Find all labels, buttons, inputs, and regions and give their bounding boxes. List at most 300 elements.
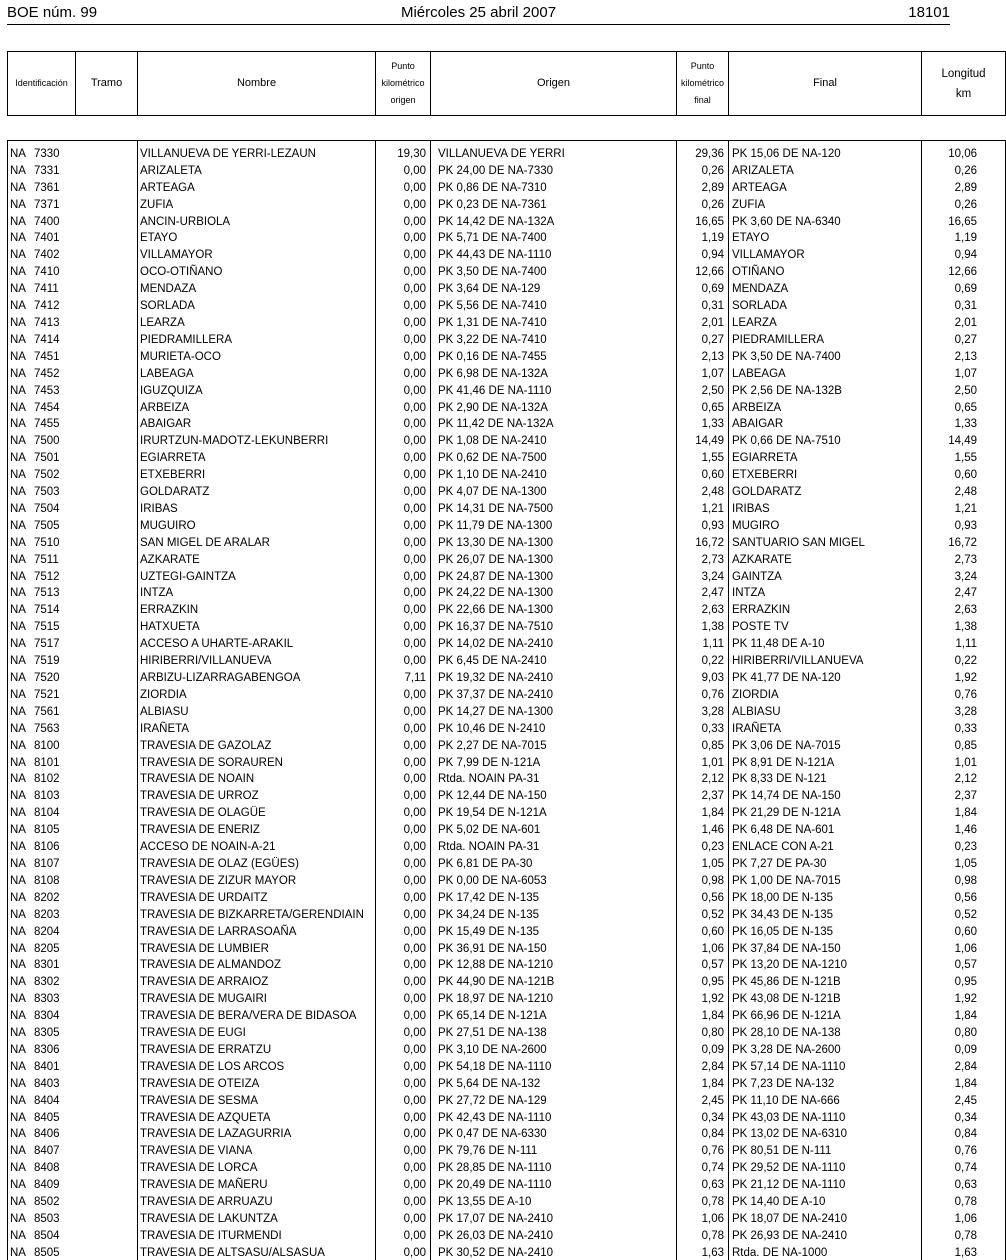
- pk-final-cell: 0,23: [677, 837, 729, 854]
- header-identificacion: Identificación: [8, 52, 76, 116]
- nombre-cell: TRAVESIA DE LAZAGURRIA: [138, 1125, 376, 1142]
- nombre-cell: LABEAGA: [138, 364, 376, 381]
- origen-cell: PK 1,08 DE NA-2410: [431, 431, 677, 448]
- pk-origen-cell: 0,00: [376, 803, 431, 820]
- origen-cell: PK 12,88 DE NA-1210: [431, 956, 677, 973]
- province-code: NA: [10, 198, 26, 211]
- identificacion-cell: [8, 161, 138, 178]
- nombre-cell: ACCESO DE NOAIN-A-21: [138, 837, 376, 854]
- pk-final-cell: 1,84: [677, 1006, 729, 1023]
- final-cell: PK 21,29 DE N-121A: [729, 803, 922, 820]
- table-row: [8, 972, 1006, 989]
- table-row: [8, 770, 1006, 787]
- identificacion-cell: [8, 770, 138, 787]
- pk-origen-cell: 0,00: [376, 1192, 431, 1209]
- origen-cell: PK 24,00 DE NA-7330: [431, 161, 677, 178]
- final-cell: PK 2,56 DE NA-132B: [729, 381, 922, 398]
- origen-cell: PK 37,37 DE NA-2410: [431, 685, 677, 702]
- table-row: [8, 482, 1006, 499]
- origen-cell: PK 5,64 DE NA-132: [431, 1074, 677, 1091]
- pk-final-cell: 0,98: [677, 871, 729, 888]
- table-row: [8, 1057, 1006, 1074]
- identificacion-cell: [8, 1226, 138, 1243]
- origen-cell: PK 12,44 DE NA-150: [431, 786, 677, 803]
- pk-origen-cell: 0,00: [376, 482, 431, 499]
- longitud-cell: 0,09: [954, 1043, 977, 1056]
- pk-origen-cell: 0,00: [376, 702, 431, 719]
- longitud-cell: 0,56: [954, 891, 977, 904]
- longitud-cell: 0,57: [954, 959, 977, 972]
- pk-origen-cell: 0,00: [376, 1074, 431, 1091]
- province-code: NA: [10, 519, 26, 532]
- origen-cell: PK 14,31 DE NA-7500: [431, 499, 677, 516]
- table-row: [8, 364, 1006, 381]
- identificacion-cell: [8, 330, 138, 347]
- province-code: NA: [10, 300, 26, 313]
- pk-origen-cell: 0,00: [376, 837, 431, 854]
- pk-origen-cell: 0,00: [376, 972, 431, 989]
- nombre-cell: TRAVESIA DE ARRAIOZ: [138, 972, 376, 989]
- longitud-cell: 1,84: [954, 1077, 977, 1090]
- longitud-cell: 1,84: [954, 807, 977, 820]
- origen-cell: PK 20,49 DE NA-1110: [431, 1175, 677, 1192]
- header-origen: Origen: [431, 52, 677, 116]
- pk-final-cell: 1,11: [677, 634, 729, 651]
- province-code: NA: [10, 1229, 26, 1242]
- final-cell: PK 29,52 DE NA-1110: [729, 1158, 922, 1175]
- longitud-cell: 0,60: [954, 925, 977, 938]
- road-number: 8108: [34, 874, 60, 887]
- pk-final-cell: 1,38: [677, 617, 729, 634]
- road-number: 7411: [34, 283, 59, 296]
- final-cell: PK 3,06 DE NA-7015: [729, 736, 922, 753]
- origen-cell: PK 6,98 DE NA-132A: [431, 364, 677, 381]
- table-row: [8, 161, 1006, 178]
- identificacion-cell: [8, 1243, 138, 1260]
- nombre-cell: OCO-OTIÑANO: [138, 262, 376, 279]
- table-row: [8, 347, 1006, 364]
- origen-cell: PK 65,14 DE N-121A: [431, 1006, 677, 1023]
- pk-origen-cell: 0,00: [376, 1175, 431, 1192]
- page-number: 18101: [908, 4, 950, 21]
- identificacion-cell: [8, 1023, 138, 1040]
- longitud-cell: 2,50: [954, 384, 977, 397]
- nombre-cell: TRAVESIA DE MAÑERU: [138, 1175, 376, 1192]
- road-number: 7519: [34, 655, 60, 668]
- longitud-cell: 1,38: [954, 621, 977, 634]
- identificacion-cell: [8, 245, 138, 262]
- road-number: 7563: [34, 722, 60, 735]
- pk-origen-cell: 0,00: [376, 161, 431, 178]
- road-number: 7502: [34, 469, 60, 482]
- origen-cell: PK 3,50 DE NA-7400: [431, 262, 677, 279]
- roads-table: [7, 140, 1006, 1260]
- longitud-cell: 1,92: [954, 672, 977, 684]
- province-code: NA: [10, 756, 26, 769]
- pk-origen-cell: 0,00: [376, 1226, 431, 1243]
- pk-origen-cell: 0,00: [376, 212, 431, 229]
- identificacion-cell: [8, 313, 138, 330]
- identificacion-cell: [8, 415, 138, 432]
- province-code: NA: [10, 1094, 26, 1107]
- final-cell: PK 57,14 DE NA-1110: [729, 1057, 922, 1074]
- final-cell: PK 37,84 DE NA-150: [729, 939, 922, 956]
- identificacion-cell: [8, 719, 138, 736]
- longitud-cell: 0,98: [954, 874, 977, 887]
- longitud-cell: 1,05: [954, 857, 977, 870]
- province-code: NA: [10, 705, 26, 718]
- origen-cell: PK 42,43 DE NA-1110: [431, 1108, 677, 1125]
- province-code: NA: [10, 1111, 26, 1124]
- final-cell: ARTEAGA: [729, 178, 922, 195]
- road-number: 8503: [34, 1213, 60, 1225]
- road-number: 8305: [34, 1027, 60, 1040]
- pk-origen-cell: 0,00: [376, 347, 431, 364]
- origen-cell: PK 1,31 DE NA-7410: [431, 313, 677, 330]
- road-number: 7412: [34, 300, 60, 313]
- road-number: 8404: [34, 1094, 60, 1107]
- origen-cell: Rtda. NOAIN PA-31: [431, 770, 677, 787]
- origen-cell: PK 5,71 DE NA-7400: [431, 229, 677, 246]
- pk-final-cell: 2,63: [677, 600, 729, 617]
- pk-origen-cell: 0,00: [376, 871, 431, 888]
- origen-cell: PK 27,72 DE NA-129: [431, 1091, 677, 1108]
- origen-cell: PK 41,46 DE NA-1110: [431, 381, 677, 398]
- table-row: [8, 702, 1006, 719]
- road-number: 8403: [34, 1077, 60, 1090]
- province-code: NA: [10, 283, 26, 296]
- province-code: NA: [10, 1213, 26, 1225]
- road-number: 8100: [34, 739, 60, 752]
- longitud-cell: 1,01: [954, 756, 977, 769]
- origen-cell: PK 36,91 DE NA-150: [431, 939, 677, 956]
- pk-origen-cell: 0,00: [376, 956, 431, 973]
- table-row: [8, 905, 1006, 922]
- table-row: [8, 262, 1006, 279]
- longitud-cell: 0,34: [954, 1111, 977, 1124]
- province-code: NA: [10, 350, 26, 363]
- origen-cell: PK 2,90 DE NA-132A: [431, 398, 677, 415]
- pk-origen-cell: 0,00: [376, 465, 431, 482]
- origen-cell: PK 14,42 DE NA-132A: [431, 212, 677, 229]
- nombre-cell: IRIBAS: [138, 499, 376, 516]
- province-code: NA: [10, 1145, 26, 1158]
- table-row: [8, 141, 1006, 161]
- origen-cell: PK 34,24 DE N-135: [431, 905, 677, 922]
- pk-final-cell: 2,89: [677, 178, 729, 195]
- longitud-cell: 0,80: [954, 1027, 977, 1040]
- final-cell: VILLAMAYOR: [729, 245, 922, 262]
- pk-final-cell: 1,33: [677, 415, 729, 432]
- identificacion-cell: [8, 634, 138, 651]
- identificacion-cell: [8, 347, 138, 364]
- pk-origen-cell: 0,00: [376, 279, 431, 296]
- final-cell: PK 0,66 DE NA-7510: [729, 431, 922, 448]
- table-row: [8, 1125, 1006, 1142]
- longitud-cell: 0,27: [954, 333, 977, 346]
- final-cell: PK 41,77 DE NA-120: [729, 668, 922, 685]
- pk-origen-cell: 0,00: [376, 415, 431, 432]
- identificacion-cell: [8, 905, 138, 922]
- road-number: 8104: [34, 807, 60, 820]
- final-cell: PK 6,48 DE NA-601: [729, 820, 922, 837]
- pk-final-cell: 3,28: [677, 702, 729, 719]
- road-number: 8407: [34, 1145, 60, 1158]
- province-code: NA: [10, 638, 26, 651]
- table-row: [8, 1141, 1006, 1158]
- pk-final-cell: 0,78: [677, 1192, 729, 1209]
- identificacion-cell: [8, 212, 138, 229]
- pk-origen-cell: 0,00: [376, 296, 431, 313]
- province-code: NA: [10, 773, 26, 786]
- pk-final-cell: 16,65: [677, 212, 729, 229]
- final-cell: PK 7,23 DE NA-132: [729, 1074, 922, 1091]
- pk-origen-cell: 0,00: [376, 1108, 431, 1125]
- pk-final-cell: 0,74: [677, 1158, 729, 1175]
- final-cell: PIEDRAMILLERA: [729, 330, 922, 347]
- table-row: [8, 1091, 1006, 1108]
- publication-date: Miércoles 25 abril 2007: [400, 4, 557, 21]
- longitud-cell: 0,85: [954, 739, 977, 752]
- nombre-cell: MENDAZA: [138, 279, 376, 296]
- origen-cell: PK 0,47 DE NA-6330: [431, 1125, 677, 1142]
- longitud-cell: 16,65: [948, 215, 977, 228]
- province-code: NA: [10, 587, 26, 600]
- final-cell: PK 8,91 DE N-121A: [729, 753, 922, 770]
- province-code: NA: [10, 333, 26, 346]
- identificacion-cell: [8, 1175, 138, 1192]
- nombre-cell: ZIORDIA: [138, 685, 376, 702]
- final-cell: PK 13,02 DE NA-6310: [729, 1125, 922, 1142]
- province-code: NA: [10, 925, 26, 938]
- pk-origen-cell: 0,00: [376, 719, 431, 736]
- identificacion-cell: [8, 753, 138, 770]
- longitud-cell: 2,13: [954, 350, 977, 363]
- road-number: 8107: [34, 857, 60, 870]
- longitud-cell: 0,78: [954, 1229, 977, 1242]
- pk-final-cell: 2,48: [677, 482, 729, 499]
- nombre-cell: TRAVESIA DE VIANA: [138, 1141, 376, 1158]
- longitud-cell: 1,06: [954, 1213, 977, 1225]
- longitud-cell: 0,95: [954, 976, 977, 989]
- table-row: [8, 634, 1006, 651]
- pk-final-cell: 0,69: [677, 279, 729, 296]
- longitud-cell: 0,78: [954, 1196, 977, 1209]
- table-row: [8, 550, 1006, 567]
- longitud-cell: 0,26: [954, 164, 977, 177]
- road-number: 8301: [34, 959, 60, 972]
- pk-origen-cell: 0,00: [376, 1209, 431, 1226]
- origen-cell: PK 28,85 DE NA-1110: [431, 1158, 677, 1175]
- final-cell: PK 66,96 DE N-121A: [729, 1006, 922, 1023]
- longitud-cell: 1,11: [955, 638, 977, 651]
- pk-final-cell: 2,01: [677, 313, 729, 330]
- nombre-cell: TRAVESIA DE ENERIZ: [138, 820, 376, 837]
- identificacion-cell: [8, 989, 138, 1006]
- table-row: [8, 736, 1006, 753]
- province-code: NA: [10, 418, 26, 431]
- pk-origen-cell: 0,00: [376, 229, 431, 246]
- table-row: [8, 533, 1006, 550]
- identificacion-cell: [8, 668, 138, 685]
- origen-cell: PK 3,22 DE NA-7410: [431, 330, 677, 347]
- identificacion-cell: [8, 465, 138, 482]
- road-number: 7521: [34, 688, 60, 701]
- table-row: [8, 1023, 1006, 1040]
- nombre-cell: TRAVESIA DE LARRASOAÑA: [138, 922, 376, 939]
- page-header: [7, 4, 950, 25]
- origen-cell: PK 11,79 DE NA-1300: [431, 516, 677, 533]
- table-row: [8, 651, 1006, 668]
- road-number: 8304: [34, 1010, 60, 1023]
- road-number: 7561: [34, 705, 60, 718]
- origen-cell: PK 19,32 DE NA-2410: [431, 668, 677, 685]
- road-number: 7361: [34, 181, 60, 194]
- identificacion-cell: [8, 141, 138, 161]
- pk-final-cell: 0,60: [677, 465, 729, 482]
- table-row: [8, 617, 1006, 634]
- identificacion-cell: [8, 685, 138, 702]
- road-number: 8101: [34, 756, 60, 769]
- nombre-cell: TRAVESIA DE LAKUNTZA: [138, 1209, 376, 1226]
- pk-origen-cell: 0,00: [376, 1158, 431, 1175]
- table-row: [8, 279, 1006, 296]
- pk-origen-cell: 0,00: [376, 448, 431, 465]
- identificacion-cell: [8, 956, 138, 973]
- identificacion-cell: [8, 651, 138, 668]
- origen-cell: PK 0,00 DE NA-6053: [431, 871, 677, 888]
- road-number: 7414: [34, 333, 60, 346]
- nombre-cell: INTZA: [138, 584, 376, 601]
- identificacion-cell: [8, 279, 138, 296]
- pk-final-cell: 1,92: [677, 989, 729, 1006]
- table-row: [8, 195, 1006, 212]
- table-row: [8, 719, 1006, 736]
- origen-cell: PK 6,81 DE PA-30: [431, 854, 677, 871]
- origen-cell: PK 16,37 DE NA-7510: [431, 617, 677, 634]
- table-row: [8, 1209, 1006, 1226]
- final-cell: INTZA: [729, 584, 922, 601]
- province-code: NA: [10, 672, 26, 684]
- origen-cell: VILLANUEVA DE YERRI: [431, 141, 677, 161]
- origen-cell: PK 5,56 DE NA-7410: [431, 296, 677, 313]
- final-cell: ENLACE CON A-21: [729, 837, 922, 854]
- longitud-cell: 0,26: [954, 198, 977, 211]
- table-row: [8, 956, 1006, 973]
- table-row: [8, 296, 1006, 313]
- road-number: 8105: [34, 824, 60, 837]
- pk-final-cell: 29,36: [677, 141, 729, 161]
- identificacion-cell: [8, 820, 138, 837]
- pk-final-cell: 0,34: [677, 1108, 729, 1125]
- longitud-cell: 2,63: [954, 604, 977, 617]
- final-cell: ETXEBERRI: [729, 465, 922, 482]
- final-cell: PK 16,05 DE N-135: [729, 922, 922, 939]
- longitud-cell: 0,93: [954, 519, 977, 532]
- final-cell: ZUFIA: [729, 195, 922, 212]
- identificacion-cell: [8, 1040, 138, 1057]
- pk-origen-cell: 0,00: [376, 178, 431, 195]
- longitud-cell: 0,33: [954, 722, 977, 735]
- province-code: NA: [10, 604, 26, 617]
- longitud-cell: 0,84: [954, 1128, 977, 1141]
- pk-origen-cell: 0,00: [376, 617, 431, 634]
- origen-cell: PK 18,97 DE NA-1210: [431, 989, 677, 1006]
- table-row: [8, 465, 1006, 482]
- identificacion-cell: [8, 431, 138, 448]
- header-nombre: Nombre: [138, 52, 376, 116]
- pk-final-cell: 0,80: [677, 1023, 729, 1040]
- table-row: [8, 668, 1006, 685]
- road-number: 8203: [34, 908, 60, 921]
- nombre-cell: IGUZQUIZA: [138, 381, 376, 398]
- nombre-cell: EGIARRETA: [138, 448, 376, 465]
- pk-final-cell: 1,21: [677, 499, 729, 516]
- province-code: NA: [10, 655, 26, 668]
- pk-origen-cell: 0,00: [376, 651, 431, 668]
- pk-final-cell: 1,19: [677, 229, 729, 246]
- road-number: 7511: [34, 553, 59, 566]
- table-row: [8, 922, 1006, 939]
- pk-final-cell: 0,57: [677, 956, 729, 973]
- nombre-cell: TRAVESIA DE SORAUREN: [138, 753, 376, 770]
- road-number: 7513: [34, 587, 60, 600]
- pk-final-cell: 0,26: [677, 195, 729, 212]
- origen-cell: PK 26,03 DE NA-2410: [431, 1226, 677, 1243]
- pk-final-cell: 0,22: [677, 651, 729, 668]
- pk-origen-cell: 0,00: [376, 1091, 431, 1108]
- table-row: [8, 516, 1006, 533]
- nombre-cell: TRAVESIA DE OTEIZA: [138, 1074, 376, 1091]
- road-number: 8401: [34, 1060, 60, 1073]
- header-pk-origen: Punto kilométrico origen: [376, 52, 431, 116]
- table-row: [8, 1226, 1006, 1243]
- final-cell: PK 14,74 DE NA-150: [729, 786, 922, 803]
- table-row: [8, 600, 1006, 617]
- pk-origen-cell: 0,00: [376, 1023, 431, 1040]
- pk-origen-cell: 0,00: [376, 1141, 431, 1158]
- identificacion-cell: [8, 499, 138, 516]
- nombre-cell: ABAIGAR: [138, 415, 376, 432]
- nombre-cell: ARBIZU-LIZARRAGABENGOA: [138, 668, 376, 685]
- road-number: 8205: [34, 942, 60, 955]
- longitud-cell: 0,22: [954, 655, 977, 668]
- nombre-cell: IRAÑETA: [138, 719, 376, 736]
- road-number: 8408: [34, 1162, 60, 1175]
- final-cell: PK 11,48 DE A-10: [729, 634, 922, 651]
- road-number: 7512: [34, 570, 60, 583]
- pk-final-cell: 0,56: [677, 888, 729, 905]
- origen-cell: PK 3,64 DE NA-129: [431, 279, 677, 296]
- pk-final-cell: 0,85: [677, 736, 729, 753]
- road-number: 8202: [34, 891, 60, 904]
- table-row: [8, 499, 1006, 516]
- nombre-cell: ARIZALETA: [138, 161, 376, 178]
- table-row: [8, 330, 1006, 347]
- province-code: NA: [10, 1077, 26, 1090]
- longitud-cell: 1,33: [954, 418, 977, 431]
- road-number: 7520: [34, 672, 60, 684]
- table-row: [8, 820, 1006, 837]
- identificacion-cell: [8, 1192, 138, 1209]
- table-row: [8, 989, 1006, 1006]
- province-code: NA: [10, 722, 26, 735]
- province-code: NA: [10, 739, 26, 752]
- pk-final-cell: 2,47: [677, 584, 729, 601]
- pk-origen-cell: 0,00: [376, 1125, 431, 1142]
- pk-final-cell: 2,50: [677, 381, 729, 398]
- table-row: [8, 313, 1006, 330]
